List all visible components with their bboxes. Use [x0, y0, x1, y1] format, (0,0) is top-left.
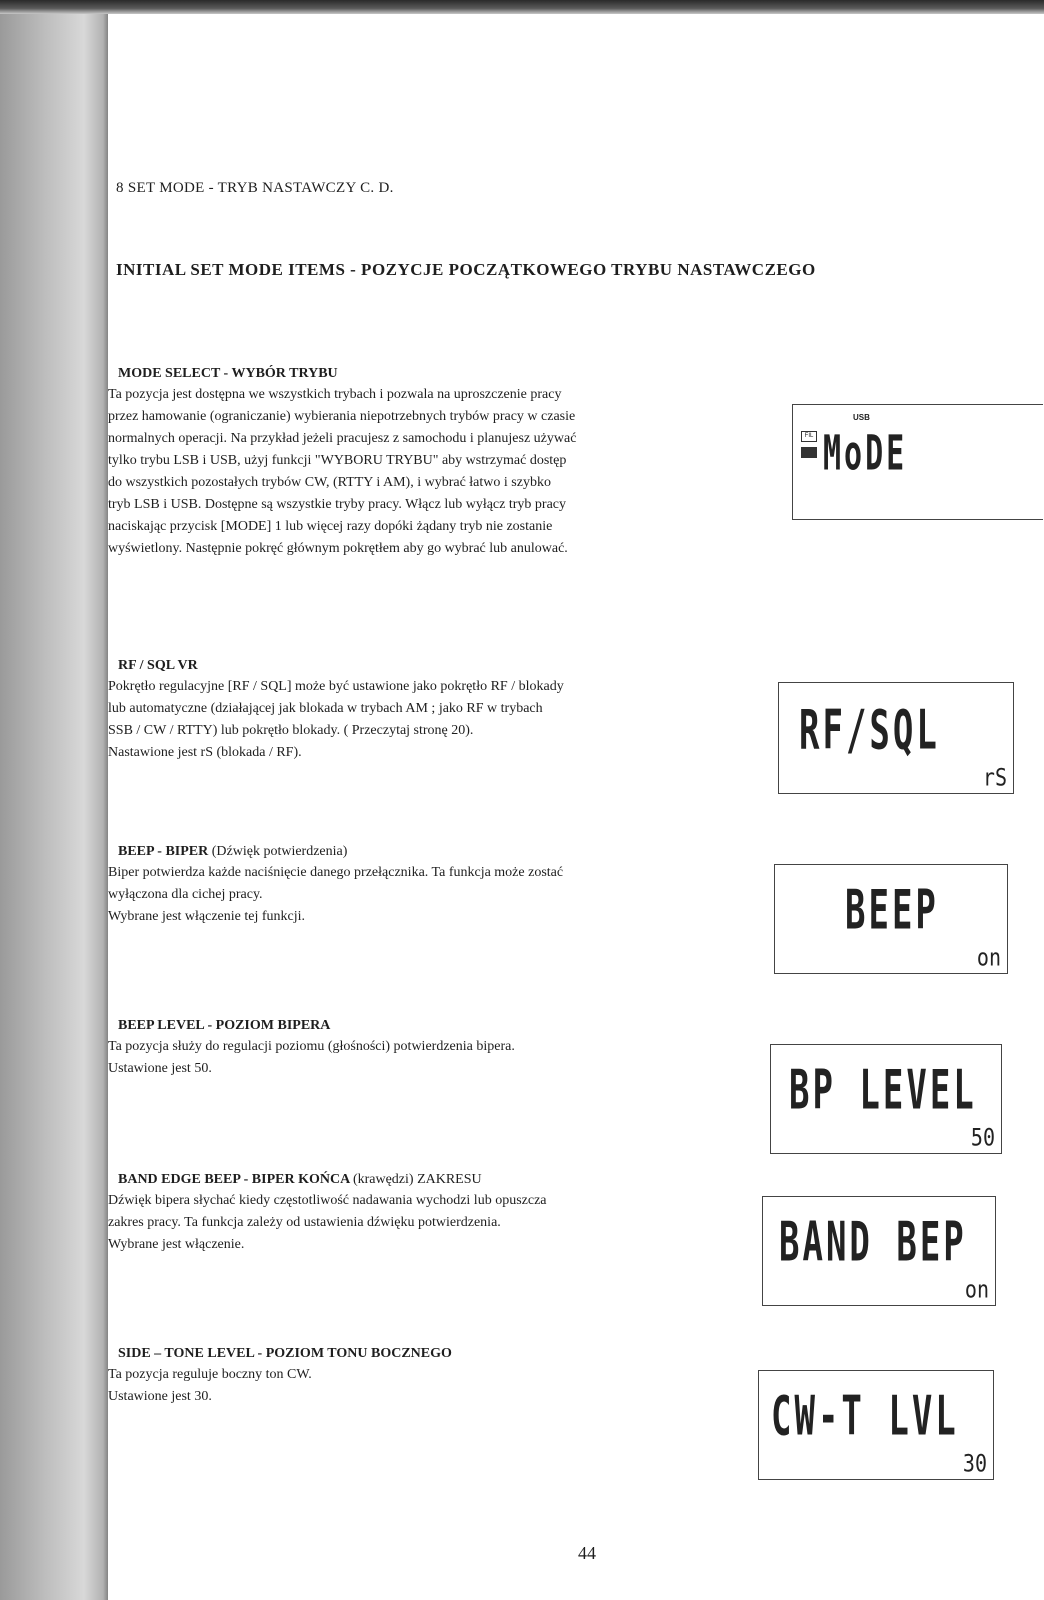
body-line: Biper potwierdza każde naciśnięcie danego przełącznika. Ta funkcja może zostać	[108, 865, 564, 880]
body-line: Ta pozycja reguluje boczny ton CW.	[108, 1367, 312, 1382]
page-header: 8 SET MODE - TRYB NASTAWCZY C. D.	[116, 180, 394, 196]
title-main: BEEP - BIPER	[118, 844, 209, 859]
section-title: INITIAL SET MODE ITEMS - POZYCJE POCZĄTKOWEGO TRYBU NASTAWCZEGO	[116, 260, 816, 279]
lcd-display-band-beep	[762, 1196, 996, 1306]
body-line: tryb LSB i USB. Dostępne są wszystkie tryby pracy. Włącz lub wyłącz tryb pracy	[108, 497, 567, 512]
title-sub: (Dźwięk potwierdzenia)	[211, 844, 348, 859]
body-line: Ta pozycja jest dostępna we wszystkich trybach i pozwala na uproszczenie pracy	[108, 387, 562, 402]
scan-top-edge	[0, 0, 1044, 14]
body-line: zakres pracy. Ta funkcja zależy od ustawienia dźwięku potwierdzenia.	[108, 1215, 501, 1230]
body-line: wyświetlony. Następnie pokręć głównym pokrętłem aby go wybrać lub anulować.	[108, 541, 568, 556]
body-line: tylko trybu LSB i USB, użyj funkcji "WYBORU TRYBU" aby wstrzymać dostęp	[108, 453, 567, 468]
item-body	[108, 384, 748, 560]
lcd-main-text: MoDE	[823, 426, 908, 483]
item-title	[118, 1172, 748, 1188]
lcd-main-text: BP LEVEL	[789, 1059, 977, 1123]
item-body	[108, 862, 748, 928]
lcd-main-text: BEEP	[845, 879, 939, 943]
item-rf-sql	[108, 658, 748, 764]
lcd-indicator: USB	[853, 413, 870, 422]
lcd-display-mode	[792, 404, 1043, 520]
body-line: lub automatyczne (działającej jak blokada w trybach AM ; jako RF w trybach	[108, 701, 543, 716]
body-line: Wybrane jest włączenie.	[108, 1237, 245, 1252]
item-beep-level	[108, 1018, 748, 1080]
lcd-value: rS	[982, 762, 1007, 792]
book-spine-shadow	[0, 14, 112, 1600]
item-beep	[108, 844, 748, 928]
body-line: Dźwięk bipera słychać kiedy częstotliwość nadawania wychodzi lub opuszcza	[108, 1193, 547, 1208]
body-line: naciskając przycisk [MODE] 1 lub więcej razy dopóki żądany tryb nie zostanie	[108, 519, 553, 534]
item-body	[108, 1190, 748, 1256]
lcd-value: on	[964, 1274, 989, 1304]
manual-page	[108, 14, 1044, 1600]
lcd-value: 50	[970, 1122, 995, 1152]
body-line: normalnych operacji. Na przykład jeżeli pracujesz z samochodu i planujesz używać	[108, 431, 577, 446]
item-body	[108, 1036, 748, 1080]
body-line: Pokrętło regulacyjne [RF / SQL] może być ustawione jako pokrętło RF / blokady	[108, 679, 564, 694]
item-title	[118, 844, 748, 860]
item-title: SIDE – TONE LEVEL - POZIOM TONU BOCZNEGO	[118, 1346, 452, 1361]
item-title: BEEP LEVEL - POZIOM BIPERA	[118, 1018, 331, 1033]
body-line: do wszystkich pozostałych trybów CW, (RTTY i AM), i wybrać łatwo i szybko	[108, 475, 551, 490]
lcd-main-text: BAND BEP	[779, 1211, 967, 1275]
item-body	[108, 1364, 748, 1408]
item-title: MODE SELECT - WYBÓR TRYBU	[118, 366, 338, 381]
item-mode-select	[108, 366, 748, 560]
lcd-value: 30	[962, 1448, 987, 1478]
body-line: Wybrane jest włączenie tej funkcji.	[108, 909, 306, 924]
title-main: BAND EDGE BEEP - BIPER KOŃCA	[118, 1172, 350, 1187]
lcd-display-beep-level	[770, 1044, 1002, 1154]
body-line: Ustawione jest 50.	[108, 1061, 212, 1076]
fil-tag: FIL	[801, 431, 817, 442]
item-body	[108, 676, 748, 764]
body-line: Ustawione jest 30.	[108, 1389, 212, 1404]
item-band-edge-beep	[108, 1172, 748, 1256]
item-title: RF / SQL VR	[118, 658, 198, 673]
body-line: Ta pozycja służy do regulacji poziomu (głośności) potwierdzenia bipera.	[108, 1039, 515, 1054]
lcd-display-beep	[774, 864, 1008, 974]
lcd-value: on	[976, 942, 1001, 972]
lcd-display-rf-sql	[778, 682, 1014, 794]
lcd-display-cw-tone	[758, 1370, 994, 1480]
item-side-tone-level	[108, 1346, 748, 1408]
body-line: przez hamowanie (ograniczanie) wybierania niepotrzebnych trybów pracy w czasie	[108, 409, 576, 424]
lcd-main-text: RF/SQL	[799, 699, 940, 763]
body-line: Nastawione jest rS (blokada / RF).	[108, 745, 302, 760]
title-sub: (krawędzi) ZAKRESU	[352, 1172, 482, 1187]
page-number: 44	[578, 1543, 596, 1563]
fil-tag-dark	[801, 447, 817, 458]
body-line: wyłączona dla cichej pracy.	[108, 887, 263, 902]
body-line: SSB / CW / RTTY) lub pokrętło blokady. ( Przeczytaj stronę 20).	[108, 723, 474, 738]
lcd-main-text: CW-T LVL	[771, 1385, 959, 1449]
